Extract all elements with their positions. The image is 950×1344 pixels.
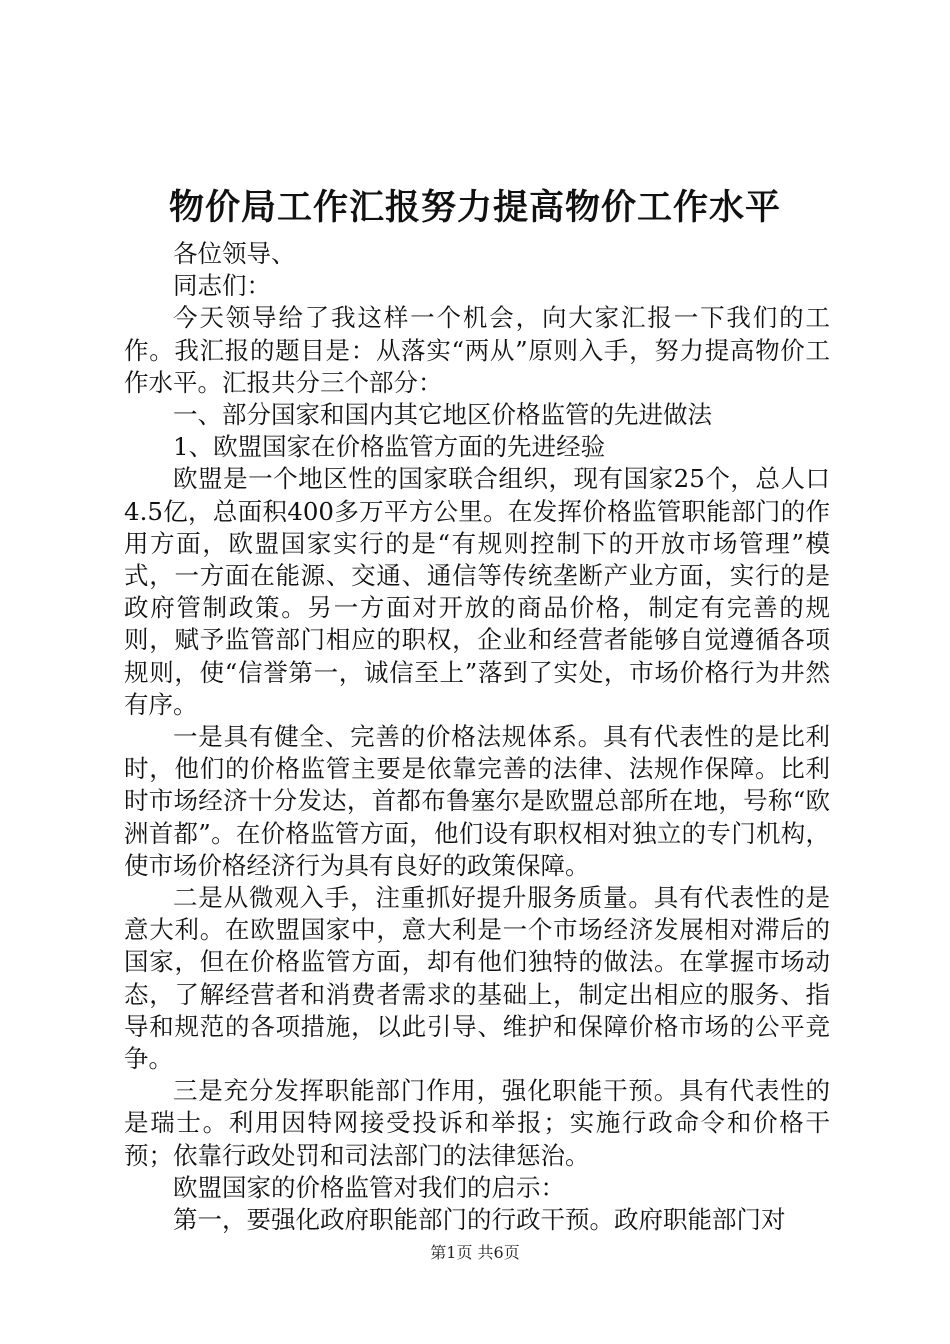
paragraph-first-lesson: 第一，要强化政府职能部门的行政干预。政府职能部门对 (173, 1205, 786, 1235)
paragraph-lessons-heading: 欧盟国家的价格监管对我们的启示： (173, 1172, 565, 1202)
document-title: 物价局工作汇报努力提高物价工作水平 (168, 187, 781, 228)
paragraph-italy: 二是从微观入手，注重抓好提升服务质量。具有代表性的是意大利。在欧盟国家中，意大利是一个市场经济发展相对滞后的国家，但在价格监管方面，却有他们独特的做法。在掌握市场动态，了解经营者和消费者需求的基础上，制定出相应的服务、指导和规范的各项措施，以此引导、维护和保障价格市场的公平竞争。 (124, 883, 830, 1074)
paragraph-eu-overview: 欧盟是一个地区性的国家联合组织，现有国家25个，总人口4.5亿，总面积400多万平方公里。在发挥价格监管职能部门的作用方面，欧盟国家实行的是“有规则控制下的开放市场管理”模式，一方面在能源、交通、通信等传统垄断产业方面，实行的是政府管制政策。另一方面对开放的商品价格，制定有完善的规则，赋予监管部门相应的职权，企业和经营者能够自觉遵循各项规则，使“信誉第一，诚信至上”落到了实处，市场价格行为井然有序。 (124, 464, 830, 719)
page-footer: 第1页 共6页 (430, 1243, 520, 1262)
paragraph-intro: 今天领导给了我这样一个机会，向大家汇报一下我们的工作。我汇报的题目是：从落实“两从”原则入手，努力提高物价工作水平。汇报共分三个部分： (124, 303, 830, 397)
paragraph-switzerland: 三是充分发挥职能部门作用，强化职能干预。具有代表性的是瑞士。利用因特网接受投诉和举报；实施行政命令和价格干预；依靠行政处罚和司法部门的法律惩治。 (124, 1076, 830, 1170)
subsection-heading-1: 1、欧盟国家在价格监管方面的先进经验 (173, 432, 606, 462)
salutation-line-1: 各位领导、 (173, 239, 296, 268)
section-heading-1: 一、部分国家和国内其它地区价格监管的先进做法 (173, 400, 712, 430)
document-body (124, 238, 830, 1236)
salutation-line-2: 同志们： (173, 271, 271, 301)
paragraph-belgium: 一是具有健全、完善的价格法规体系。具有代表性的是比利时，他们的价格监管主要是依靠完善的法律、法规作保障。比利时市场经济十分发达，首都布鲁塞尔是欧盟总部所在地，号称“欧洲首都”。在价格监管方面，他们设有职权相对独立的专门机构，使市场价格经济行为具有良好的政策保障。 (124, 722, 830, 880)
